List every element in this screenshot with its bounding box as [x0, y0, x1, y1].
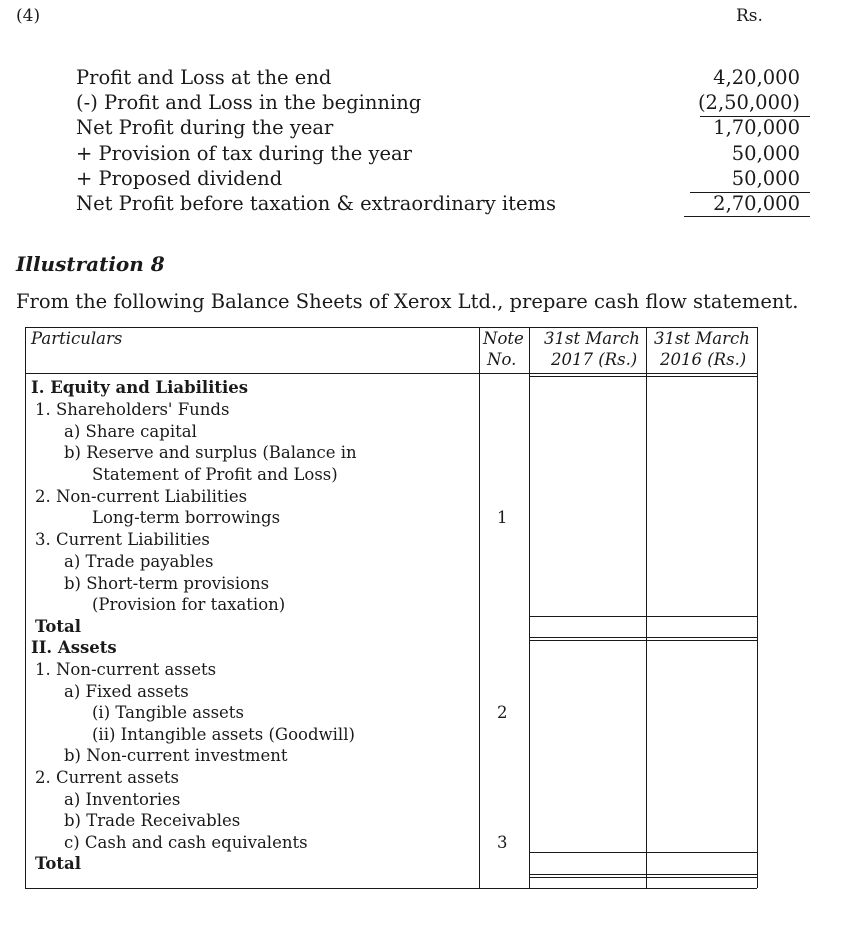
table-border-horizontal: [25, 373, 757, 374]
header-2016-line1: 31st March: [654, 329, 750, 348]
table-row-label: b) Non-current investment: [64, 746, 288, 765]
table-row-label: (i) Tangible assets: [92, 703, 244, 722]
header-note-line1: Note: [483, 329, 524, 348]
table-row-label: (ii) Intangible assets (Goodwill): [92, 725, 355, 744]
sum-underline: [690, 192, 810, 193]
table-row-label: 2. Current assets: [35, 768, 179, 787]
table-row-label: Statement of Profit and Loss): [92, 465, 338, 484]
table-border-vertical: [646, 327, 647, 888]
table-row-heading: Total: [35, 854, 81, 873]
table-border-horizontal: [529, 616, 757, 617]
table-row-label: 1. Shareholders' Funds: [35, 400, 230, 419]
table-row-label: (Provision for taxation): [92, 595, 286, 614]
table-row-label: b) Short-term provisions: [64, 574, 270, 593]
table-border-vertical: [479, 327, 480, 888]
calc-value: 1,70,000: [713, 116, 800, 139]
currency-label: Rs.: [736, 6, 763, 26]
table-border-vertical: [529, 327, 530, 888]
table-note-number: 3: [497, 833, 508, 852]
table-row-label: a) Trade payables: [64, 552, 214, 571]
table-row-heading: I. Equity and Liabilities: [31, 378, 249, 397]
table-row-heading: Total: [35, 617, 81, 636]
header-particulars: Particulars: [31, 329, 123, 348]
header-2016-line2: 2016 (Rs.): [660, 350, 747, 369]
calc-label: + Proposed dividend: [76, 167, 283, 190]
table-row-heading: II. Assets: [31, 638, 117, 657]
table-note-number: 1: [497, 508, 508, 527]
table-border-horizontal: [529, 877, 757, 878]
table-border-horizontal: [529, 376, 757, 377]
table-row-label: a) Inventories: [64, 790, 181, 809]
table-border-horizontal: [529, 640, 757, 641]
table-border-horizontal: [25, 327, 479, 328]
header-note-line2: No.: [487, 350, 517, 369]
table-row-label: 2. Non-current Liabilities: [35, 487, 248, 506]
table-row-label: c) Cash and cash equivalents: [64, 833, 308, 852]
table-row-label: b) Reserve and surplus (Balance in: [64, 443, 357, 462]
sum-underline: [700, 116, 810, 117]
calc-label: Net Profit before taxation & extraordinary items: [76, 192, 557, 215]
calc-value: 2,70,000: [713, 192, 800, 215]
table-border-vertical: [25, 327, 26, 888]
table-row-label: a) Fixed assets: [64, 682, 189, 701]
table-border-horizontal: [529, 874, 757, 875]
calc-value: 4,20,000: [713, 66, 800, 89]
table-border-horizontal: [25, 888, 757, 889]
table-row-label: b) Trade Receivables: [64, 811, 241, 830]
header-2017-line2: 2017 (Rs.): [551, 350, 638, 369]
calc-value: (2,50,000): [697, 91, 800, 114]
table-row-label: Long-term borrowings: [92, 508, 281, 527]
illustration-title: Illustration 8: [16, 252, 165, 276]
calc-label: Profit and Loss at the end: [76, 66, 332, 89]
calc-value: 50,000: [731, 142, 800, 165]
calc-value: 50,000: [731, 167, 800, 190]
table-row-label: a) Share capital: [64, 422, 197, 441]
calc-label: (-) Profit and Loss in the beginning: [76, 91, 422, 114]
sum-underline: [684, 216, 810, 217]
calc-label: + Provision of tax during the year: [76, 142, 413, 165]
calc-label: Net Profit during the year: [76, 116, 334, 139]
table-note-number: 2: [497, 703, 508, 722]
table-border-horizontal: [529, 852, 757, 853]
instruction-text: From the following Balance Sheets of Xerox Ltd., prepare cash flow statement.: [16, 290, 799, 313]
table-border-horizontal: [479, 327, 757, 328]
table-border-vertical: [757, 327, 758, 888]
table-row-label: 3. Current Liabilities: [35, 530, 210, 549]
page-marker: (4): [16, 6, 41, 26]
table-border-horizontal: [529, 637, 757, 638]
header-2017-line1: 31st March: [544, 329, 640, 348]
table-row-label: 1. Non-current assets: [35, 660, 217, 679]
